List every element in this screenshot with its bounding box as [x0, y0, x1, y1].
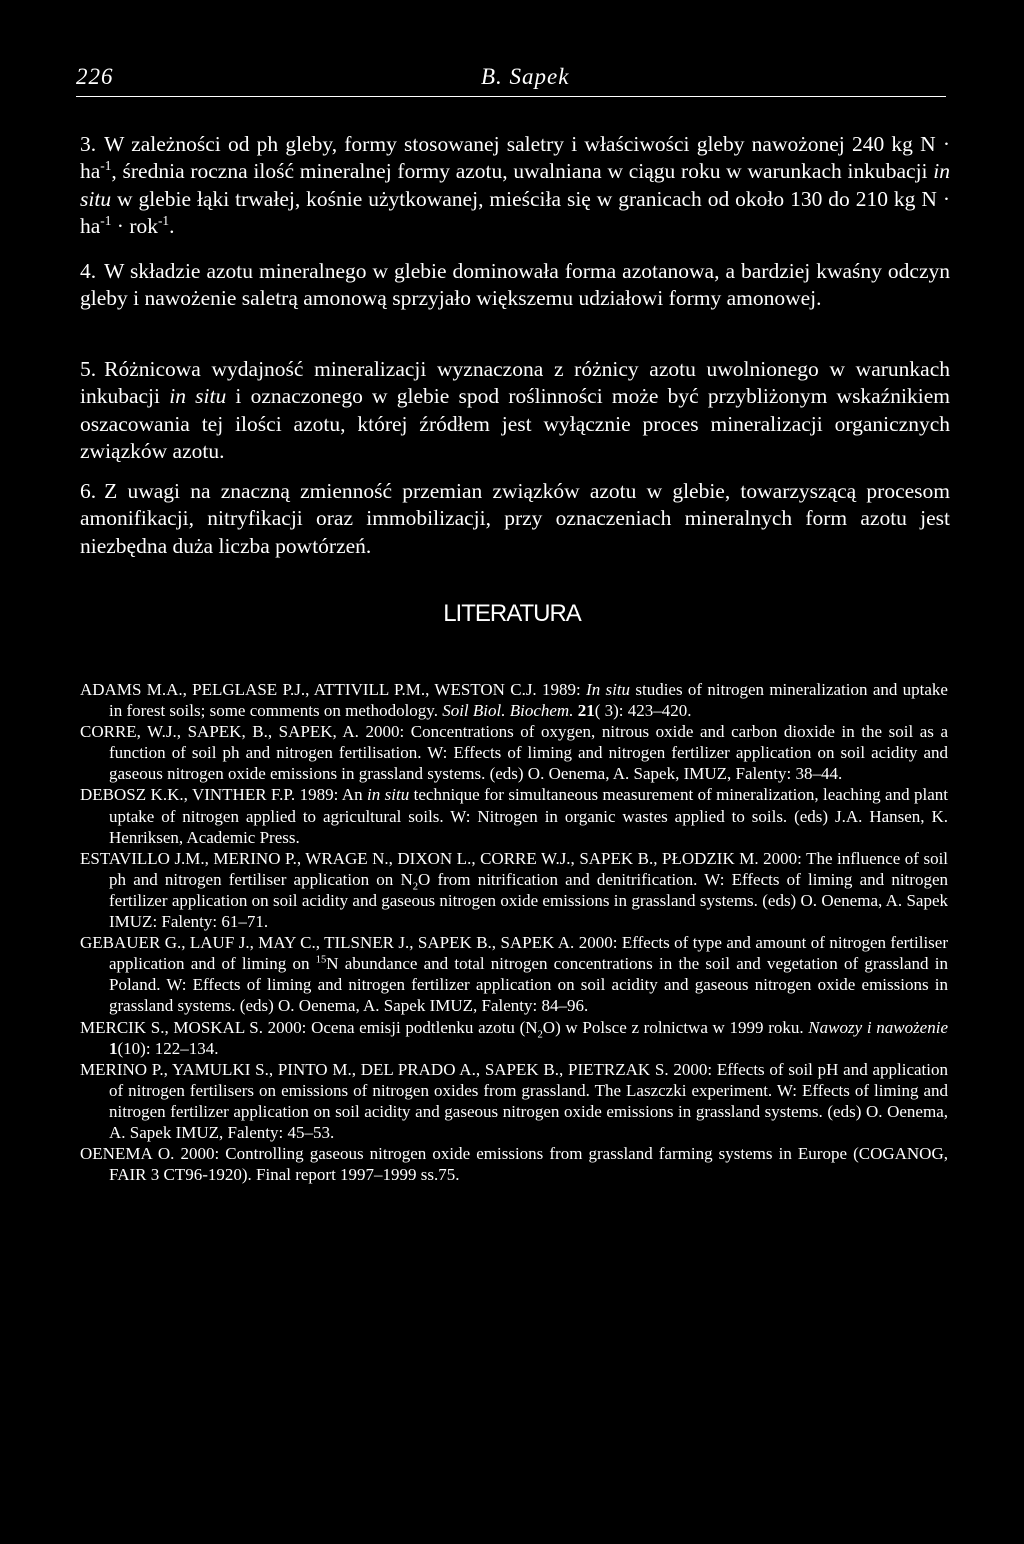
text-segment: i oznaczonego w glebie spod roślinności może być przybliżonym wskaźnikiem oszacowania tej ilości azotu, której źródłem jest wyłącznie proces mineralizacji organicznych związków azotu. [80, 384, 950, 463]
page-number: 226 [76, 64, 114, 89]
text-segment: 2000: Effects of type and amount of nitrogen fertiliser application and of liming on [109, 933, 948, 974]
conclusion-3 [80, 131, 950, 240]
reference-entry [80, 784, 948, 847]
subscript: 2 [412, 881, 418, 893]
text-segment: 1989: [536, 680, 587, 699]
conclusion-5 [80, 356, 950, 465]
text-segment: Z uwagi na znaczną zmienność przemian związków azotu w glebie, towarzyszącą procesom amonifikacji, nitryfikacji oraz immobilizacji, przy oznaczeniach mineralnych form azotu jest niezbędna duża liczba powtórzeń. [80, 479, 950, 558]
text-segment: O) w Polsce z rolnictwa w 1999 roku. [542, 1017, 809, 1037]
item-number: 5. [80, 357, 97, 381]
reference-authors: DEBOSZ K.K., VINTHER F.P. [80, 785, 296, 805]
text-segment: 21 [577, 701, 595, 721]
italic-text: Nawozy i nawożenie [808, 1017, 948, 1037]
text-segment: . [169, 213, 175, 238]
reference-authors: MERCIK S., MOSKAL S. [80, 1017, 263, 1037]
superscript: -1 [100, 158, 112, 174]
text-segment: 2000: Effects of soil pH and application of nitrogen fertilisers on emissions of nitrogen oxides from grassland. The Laszczki experiment. W: Effects of liming and nitrogen fertilizer application on soil acidity and gaseous nitrogen oxide emissions in grassland systems. (eds) O. Oenema, A. Sapek IMUZ, Falenty: 45–53. [109, 1059, 948, 1142]
superscript: -1 [100, 212, 112, 228]
text-segment: 1 [109, 1038, 118, 1058]
reference-authors: OENEMA O. [80, 1144, 175, 1164]
text-segment: technique for simultaneous measurement of mineralization, leaching and plant uptake of nitrogen applied to agricultural soils. W: Nitrogen in organic wastes applied to soils. (eds) J.A. Hansen, K. Henriksen, Academic Press. [109, 785, 949, 847]
text-segment: ( 3): 423–420. [594, 701, 692, 721]
item-number: 6. [80, 479, 97, 503]
text-segment: 1989: An [295, 785, 367, 805]
reference-entry [80, 1143, 948, 1185]
reference-list [80, 679, 948, 1185]
text-segment: W składzie azotu mineralnego w glebie dominowała forma azotanowa, a bardziej kwaśny odczyn gleby i nawożenie saletrą amonową sprzyjało większemu udziałowi formy amonowej. [80, 259, 950, 311]
running-header [76, 62, 946, 97]
literature-heading: LITERATURA [443, 600, 581, 627]
running-author: B. Sapek [481, 64, 570, 89]
item-number: 4. [80, 259, 97, 283]
reference-entry [80, 1059, 948, 1143]
text-segment: O from nitrification and denitrification. W: Effects of liming and nitrogen fertilizer application on soil acidity and gaseous nitrogen oxide emissions in grassland systems. (eds) O. Oenema, A. Sapek IMUZ: Falenty: 61–71. [109, 869, 948, 932]
reference-entry [80, 848, 948, 932]
reference-authors: ESTAVILLO J.M., MERINO P., WRAGE N., DIXON L., CORRE W.J., SAPEK B., PŁODZIK M. [80, 848, 759, 868]
text-segment: 2000: Concentrations of oxygen, nitrous oxide and carbon dioxide in the soil as a function of soil ph and nitrogen fertilisation. W: Effects of liming and nitrogen fertilizer application on soil acidity and gaseous nitrogen oxide emissions in grassland systems. (eds) O. Oenema, A. Sapek, IMUZ, Falenty: 38–44. [109, 722, 949, 784]
text-segment: (10): 122–134. [117, 1038, 219, 1058]
italic-text: in situ [80, 159, 950, 211]
reference-entry [80, 721, 948, 784]
reference-entry [80, 679, 948, 721]
text-segment: studies of nitrogen mineralization and uptake in forest soils; some comments on methodology. [109, 680, 948, 721]
superscript: -1 [157, 212, 170, 228]
reference-authors: MERINO P., YAMULKI S., PINTO M., DEL PRADO A., SAPEK B., PIETRZAK S. [80, 1059, 669, 1079]
italic-text: in situ [367, 785, 410, 805]
conclusion-6 [80, 478, 950, 560]
conclusion-4 [80, 258, 950, 313]
reference-entry [80, 1017, 948, 1059]
text-segment: N abundance and total nitrogen concentrations in the soil and vegetation of grassland in Poland. W: Effects of liming and nitrogen fertilizer application on soil acidity and gaseous nitrogen oxide emissions in grassland systems. (eds) O. Oenema, A. Sapek IMUZ, Falenty: 84–96. [109, 954, 948, 1016]
reference-authors: CORRE, W.J., SAPEK, B., SAPEK, A. [80, 722, 359, 742]
italic-text: Soil Biol. Biochem. [442, 701, 574, 721]
superscript: 15 [315, 954, 327, 966]
text-segment: W zależności od ph gleby, formy stosowanej saletry i właściwości gleby nawożonej 240 kg N · ha [80, 132, 950, 184]
italic-text: In situ [586, 680, 631, 699]
text-segment: w glebie łąki trwałej, kośnie użytkowanej, mieściła się w granicach od około 130 do 210 kg N · ha [80, 186, 950, 238]
reference-authors: GEBAUER G., LAUF J., MAY C., TILSNER J., SAPEK B., SAPEK A. [80, 933, 575, 953]
text-segment: Różnicowa wydajność mineralizacji wyznaczona z różnicy azotu uwolnionego w warunkach inkubacji [80, 357, 950, 409]
item-number: 3. [80, 132, 97, 156]
reference-entry [80, 932, 948, 1016]
reference-authors: ADAMS M.A., PELGLASE P.J., ATTIVILL P.M., WESTON C.J. [80, 680, 537, 699]
text-segment: 2000: Ocena emisji podtlenku azotu (N [262, 1017, 538, 1037]
text-segment: 2000: The influence of soil ph and nitrogen fertiliser application on N [109, 848, 949, 889]
text-segment: · rok [111, 213, 158, 238]
text-segment: 2000: Controlling gaseous nitrogen oxide emissions from grassland farming systems in Europe (COGANOG, FAIR 3 CT96-1920). Final report 1997–1999 ss.75. [109, 1144, 948, 1185]
italic-text: in situ [169, 384, 227, 409]
subscript: 2 [537, 1028, 543, 1040]
text-segment: , średnia roczna ilość mineralnej formy azotu, uwalniana w ciągu roku w warunkach inkubacji [111, 159, 934, 184]
